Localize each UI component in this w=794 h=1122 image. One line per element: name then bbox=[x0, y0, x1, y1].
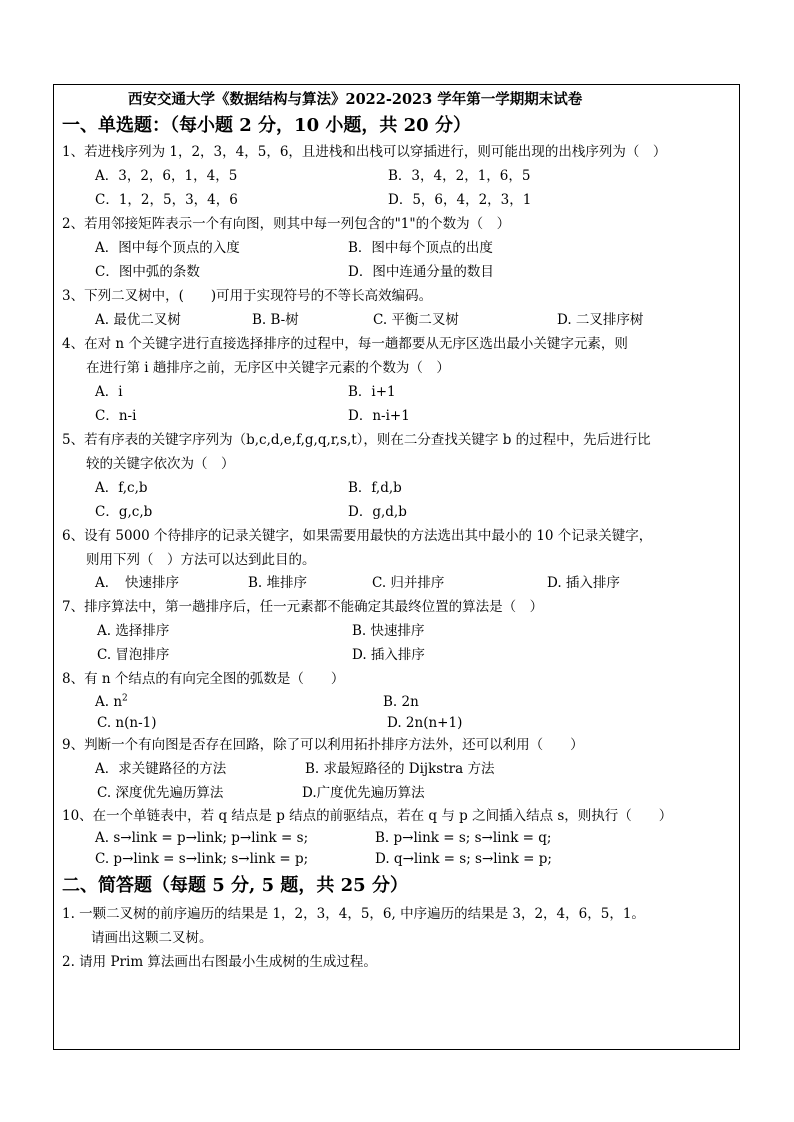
q3-option-a[interactable]: A. 最优二叉树 bbox=[95, 312, 181, 328]
q5-option-c[interactable]: C．g,c,b bbox=[95, 504, 153, 520]
q2-option-c[interactable]: C．图中弧的条数 bbox=[95, 264, 200, 280]
section2-heading: 二、简答题（每题 5 分, 5 题，共 25 分） bbox=[62, 875, 408, 896]
q1-option-b[interactable]: B．3，4，2，1，6，5 bbox=[388, 168, 531, 184]
q7-option-d[interactable]: D. 插入排序 bbox=[352, 647, 425, 663]
q10-option-d[interactable]: D. q→link = s; s→link = p; bbox=[375, 851, 552, 867]
q3-stem: 3、下列二叉树中，( )可用于实现符号的不等长高效编码。 bbox=[62, 288, 433, 304]
q6-option-b[interactable]: B. 堆排序 bbox=[248, 575, 308, 591]
q5-option-a[interactable]: A．f,c,b bbox=[95, 480, 148, 496]
q9-option-b[interactable]: B. 求最短路径的 Dijkstra 方法 bbox=[305, 761, 495, 777]
q8-stem: 8、有 n 个结点的有向完全图的弧数是（ ） bbox=[62, 671, 345, 687]
q2-stem: 2、若用邻接矩阵表示一个有向图，则其中每一列包含的"1"的个数为（ ） bbox=[62, 216, 511, 232]
q7-option-c[interactable]: C. 冒泡排序 bbox=[97, 647, 170, 663]
q8-option-a[interactable] bbox=[95, 692, 128, 712]
q1-stem: 1、若进栈序列为 1，2，3，4，5，6，且进栈和出栈可以穿插进行，则可能出现的出栈序列为（ ） bbox=[62, 144, 667, 160]
s2-q2: 2. 请用 Prim 算法画出右图最小生成树的生成过程。 bbox=[62, 954, 377, 970]
q7-option-a[interactable]: A. 选择排序 bbox=[97, 623, 170, 639]
q10-option-a[interactable]: A. s→link = p→link; p→link = s; bbox=[95, 830, 309, 846]
q10-option-b[interactable]: B. p→link = s; s→link = q; bbox=[375, 830, 552, 846]
q1-option-c[interactable]: C．1，2，5，3，4，6 bbox=[95, 192, 238, 208]
q4-option-d[interactable]: D．n-i+1 bbox=[348, 408, 410, 424]
q2-option-d[interactable]: D．图中连通分量的数目 bbox=[348, 264, 494, 280]
q4-stem-line2: 在进行第 i 趟排序之前，无序区中关键字元素的个数为（ ） bbox=[86, 360, 450, 376]
q1-option-d[interactable]: D．5，6，4，2，3，1 bbox=[388, 192, 532, 208]
q4-option-b[interactable]: B．i+1 bbox=[348, 384, 396, 400]
q10-stem: 10、在一个单链表中，若 q 结点是 p 结点的前驱结点，若在 q 与 p 之间插入结点 s，则执行（ ） bbox=[62, 808, 673, 824]
q4-option-a[interactable]: A．i bbox=[95, 384, 123, 400]
q9-stem: 9、判断一个有向图是否存在回路，除了可以利用拓扑排序方法外，还可以利用（ ） bbox=[62, 737, 584, 753]
q9-option-d[interactable]: D.广度优先遍历算法 bbox=[302, 785, 425, 801]
q6-stem-line1: 6、设有 5000 个待排序的记录关键字，如果需要用最快的方法选出其中最小的 10 个记录关键字， bbox=[62, 528, 653, 544]
q8-option-c[interactable]: C. n(n-1) bbox=[97, 715, 157, 731]
q4-stem-line1: 4、在对 n 个关键字进行直接选择排序的过程中，每一趟都要从无序区选出最小关键字元素，则 bbox=[62, 336, 628, 352]
q7-stem: 7、排序算法中，第一趟排序后，任一元素都不能确定其最终位置的算法是（ ） bbox=[62, 599, 544, 615]
q5-option-b[interactable]: B．f,d,b bbox=[348, 480, 402, 496]
q9-option-c[interactable]: C. 深度优先遍历算法 bbox=[97, 785, 224, 801]
q6-option-c[interactable]: C. 归并排序 bbox=[372, 575, 445, 591]
q7-option-b[interactable]: B. 快速排序 bbox=[352, 623, 425, 639]
q8-option-d[interactable]: D. 2n(n+1) bbox=[387, 715, 463, 731]
q3-option-c[interactable]: C. 平衡二叉树 bbox=[373, 312, 459, 328]
q5-option-d[interactable]: D．g,d,b bbox=[348, 504, 407, 520]
q6-option-a[interactable]: A． 快速排序 bbox=[95, 575, 179, 591]
q1-option-a[interactable]: A．3，2，6，1，4，5 bbox=[95, 168, 238, 184]
q5-stem-line1: 5、若有序表的关键字序列为（b,c,d,e,f,g,q,r,s,t），则在二分查找关键字 b 的过程中，先后进行比 bbox=[62, 432, 651, 448]
q8-option-b[interactable]: B. 2n bbox=[383, 694, 419, 710]
q8-option-a-exponent: 2 bbox=[122, 693, 128, 704]
exam-title: 西安交通大学《数据结构与算法》2022-2023 学年第一学期期末试卷 bbox=[128, 91, 583, 108]
q8-option-a-text: A. n bbox=[95, 694, 123, 710]
s2-q1-line1: 1. 一颗二叉树的前序遍历的结果是 1，2，3，4，5，6, 中序遍历的结果是 3，2，4，6，5，1。 bbox=[62, 906, 645, 922]
q3-option-b[interactable]: B. B-树 bbox=[252, 312, 299, 328]
q2-option-b[interactable]: B．图中每个顶点的出度 bbox=[348, 240, 493, 256]
q4-option-c[interactable]: C．n-i bbox=[95, 408, 137, 424]
q5-stem-line2: 较的关键字依次为（ ） bbox=[86, 456, 235, 472]
q9-option-a[interactable]: A．求关键路径的方法 bbox=[95, 761, 227, 777]
q3-option-d[interactable]: D. 二叉排序树 bbox=[557, 312, 644, 328]
section1-heading: 一、单选题：（每小题 2 分，10 小题，共 20 分） bbox=[62, 115, 471, 136]
q6-option-d[interactable]: D. 插入排序 bbox=[547, 575, 620, 591]
s2-q1-line2: 请画出这颗二叉树。 bbox=[91, 930, 213, 946]
q2-option-a[interactable]: A．图中每个顶点的入度 bbox=[95, 240, 240, 256]
q10-option-c[interactable]: C. p→link = s→link; s→link = p; bbox=[95, 851, 309, 867]
q6-stem-line2: 则用下列（ ）方法可以达到此目的。 bbox=[86, 552, 316, 568]
